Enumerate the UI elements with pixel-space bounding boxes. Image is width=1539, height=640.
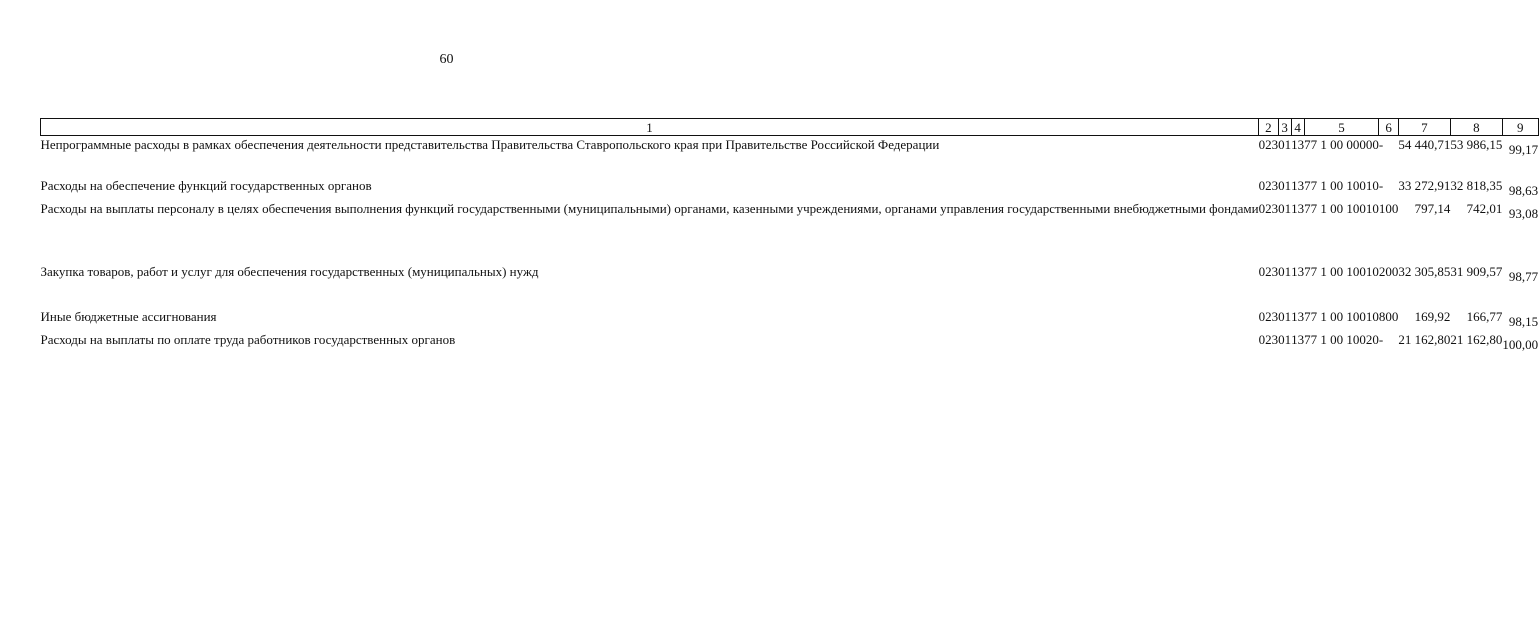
header-col-6: 6 (1379, 119, 1399, 136)
spacer-row (41, 286, 1539, 308)
row-value-planned: 169,92 (1414, 309, 1451, 324)
header-col-9: 9 (1502, 119, 1538, 136)
row-ministry-code: 023 (1258, 332, 1279, 347)
row-name: Закупка товаров, работ и услуг для обеспечения государственных (муниципальных) нужд (40, 264, 539, 279)
row-subsection-code: 13 (1291, 201, 1305, 216)
row-percent: 98,63 (1508, 183, 1539, 198)
row-section-code: 01 (1278, 137, 1292, 152)
row-subsection-code: 13 (1291, 309, 1305, 324)
row-section-code: 01 (1278, 332, 1292, 347)
spacer-row (41, 223, 1539, 263)
row-expense-type: - (1378, 178, 1384, 193)
row-section-code: 01 (1278, 178, 1292, 193)
row-ministry-code: 023 (1258, 137, 1279, 152)
header-col-4: 4 (1291, 119, 1304, 136)
row-subsection-code: 13 (1291, 332, 1305, 347)
row-section-code: 01 (1278, 309, 1292, 324)
page-number: 60 (439, 52, 454, 67)
row-percent: 98,77 (1508, 269, 1539, 284)
row-value-actual: 31 909,57 (1450, 264, 1503, 279)
table-row (41, 331, 1539, 354)
row-expense-type: 100 (1378, 201, 1399, 216)
row-percent: 93,08 (1508, 206, 1539, 221)
row-value-planned: 21 162,80 (1398, 332, 1451, 347)
row-ministry-code: 023 (1258, 264, 1279, 279)
row-value-planned: 33 272,91 (1398, 178, 1451, 193)
table-row (41, 263, 1539, 286)
table-row (41, 177, 1539, 200)
table-row (41, 136, 1539, 160)
header-col-1: 1 (41, 119, 1259, 136)
row-name: Расходы на выплаты по оплате труда работников государственных органов (40, 332, 456, 347)
row-value-actual: 53 986,15 (1450, 137, 1503, 152)
header-col-5: 5 (1304, 119, 1379, 136)
row-expense-type: - (1378, 332, 1384, 347)
header-col-3: 3 (1278, 119, 1291, 136)
row-target-code: 77 1 00 10010 (1304, 178, 1379, 193)
row-target-code: 77 1 00 10010 (1304, 201, 1379, 216)
row-expense-type: - (1378, 137, 1384, 152)
row-value-actual: 32 818,35 (1450, 178, 1503, 193)
row-section-code: 01 (1278, 264, 1292, 279)
header-col-8: 8 (1450, 119, 1502, 136)
row-subsection-code: 13 (1291, 137, 1305, 152)
row-ministry-code: 023 (1258, 309, 1279, 324)
header-col-2: 2 (1259, 119, 1279, 136)
row-value-actual: 742,01 (1466, 201, 1503, 216)
row-section-code: 01 (1278, 201, 1292, 216)
table-row (41, 308, 1539, 331)
budget-table (40, 118, 1539, 354)
row-value-planned: 32 305,85 (1398, 264, 1451, 279)
row-subsection-code: 13 (1291, 264, 1305, 279)
row-target-code: 77 1 00 10010 (1304, 309, 1379, 324)
row-name: Иные бюджетные ассигнования (40, 309, 217, 324)
row-target-code: 77 1 00 00000 (1304, 137, 1379, 152)
row-percent: 98,15 (1508, 314, 1539, 329)
header-row (41, 119, 1539, 136)
row-target-code: 77 1 00 10020 (1304, 332, 1379, 347)
table-row (41, 200, 1539, 223)
row-value-planned: 54 440,71 (1398, 137, 1451, 152)
row-value-actual: 21 162,80 (1450, 332, 1503, 347)
row-value-actual: 166,77 (1466, 309, 1503, 324)
row-name: Непрограммные расходы в рамках обеспечения деятельности представительства Правительства Ставропольского края при Правительстве Российской Федерации (40, 137, 940, 152)
row-expense-type: 200 (1378, 264, 1399, 279)
header-col-7: 7 (1398, 119, 1450, 136)
spacer-row (41, 159, 1539, 177)
row-value-planned: 797,14 (1414, 201, 1451, 216)
row-subsection-code: 13 (1291, 178, 1305, 193)
row-percent: 99,17 (1508, 142, 1539, 157)
row-expense-type: 800 (1378, 309, 1399, 324)
row-name: Расходы на выплаты персоналу в целях обеспечения выполнения функций государственными (муниципальными) органами, казенными учреждениями, органами управления государственными внебюджетными фондами (40, 201, 1259, 216)
row-ministry-code: 023 (1258, 178, 1279, 193)
row-ministry-code: 023 (1258, 201, 1279, 216)
row-name: Расходы на обеспечение функций государственных органов (40, 178, 372, 193)
row-target-code: 77 1 00 10010 (1304, 264, 1379, 279)
row-percent: 100,00 (1502, 337, 1539, 352)
